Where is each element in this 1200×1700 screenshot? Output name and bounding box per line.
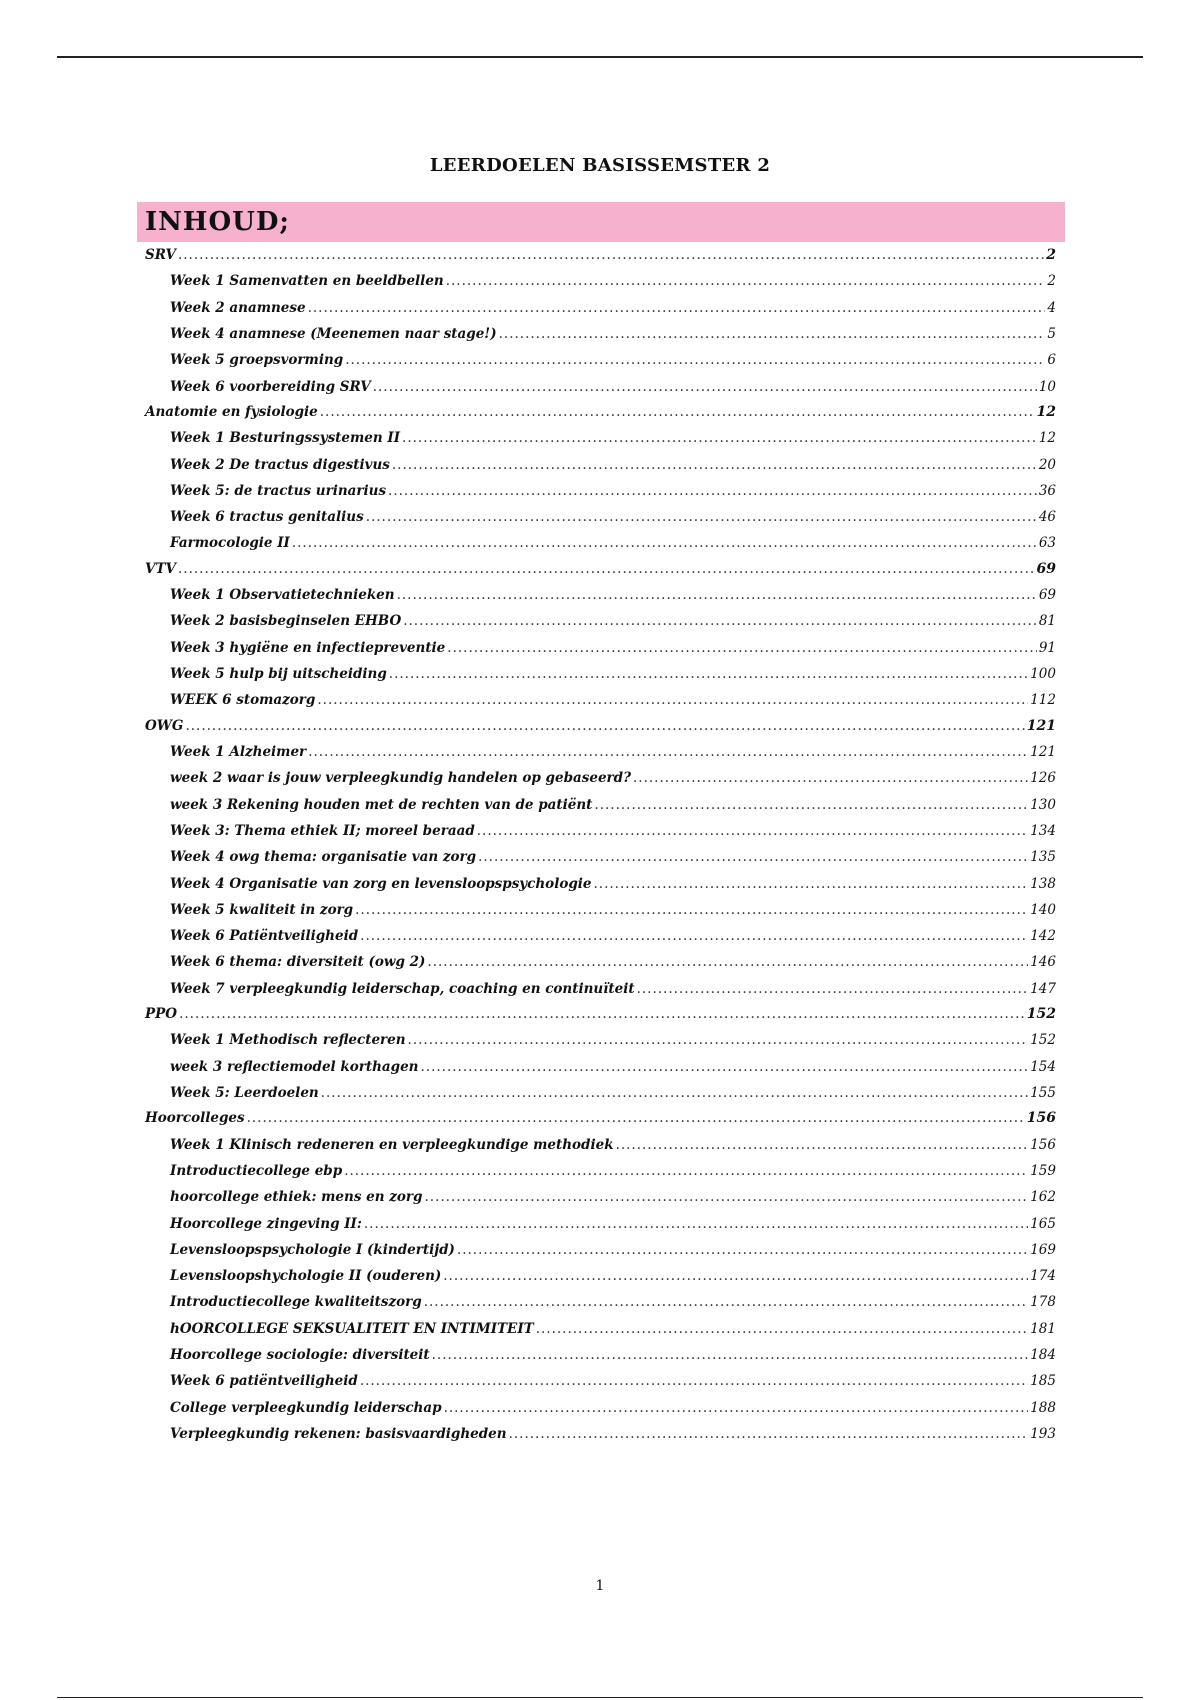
toc-entry-page: 156 (1026, 1110, 1056, 1127)
toc-entry-page: 121 (1030, 744, 1056, 761)
toc-entry-label: Week 6 patiëntveiligheid (170, 1373, 358, 1390)
toc-entry-label: hOORCOLLEGE SEKSUALITEIT EN INTIMITEIT (170, 1320, 534, 1337)
toc-subsection-entry[interactable] (137, 1395, 1056, 1421)
toc-entry-label: Week 1 Samenvatten en beeldbellen (170, 273, 444, 290)
toc-subsection-entry[interactable] (137, 1027, 1056, 1053)
toc-entry-page: 147 (1030, 980, 1056, 997)
toc-subsection-entry[interactable] (137, 923, 1056, 949)
toc-subsection-entry[interactable] (137, 844, 1056, 870)
toc-subsection-entry[interactable] (137, 608, 1056, 634)
toc-subsection-entry[interactable] (137, 295, 1056, 321)
toc-entry-page: 152 (1026, 1005, 1056, 1022)
toc-entry-page: 140 (1030, 901, 1056, 918)
toc-entry-page: 36 (1038, 482, 1056, 499)
toc-entry-label: College verpleegkundig leiderschap (170, 1399, 442, 1416)
toc-dot-leader (432, 1342, 1029, 1368)
toc-subsection-entry[interactable] (137, 347, 1056, 373)
toc-entry-label: Week 3: Thema ethiek II; moreel beraad (170, 822, 475, 839)
toc-dot-leader (366, 504, 1037, 530)
toc-dot-leader (308, 295, 1046, 321)
toc-entry-label: OWG (145, 717, 184, 734)
toc-subsection-entry[interactable] (137, 1289, 1056, 1315)
toc-entry-page: 6 (1047, 352, 1056, 369)
toc-dot-leader (499, 321, 1046, 347)
toc-dot-leader (477, 818, 1028, 844)
toc-entry-label: Introductiecollege ebp (170, 1162, 343, 1179)
toc-entry-label: Week 5: Leerdoelen (170, 1084, 319, 1101)
toc-dot-leader (179, 1002, 1025, 1027)
toc-entry-page: 2 (1046, 247, 1056, 263)
toc-entry-page: 142 (1030, 928, 1056, 945)
toc-entry-page: 81 (1038, 613, 1056, 630)
toc-subsection-entry[interactable] (137, 635, 1056, 661)
toc-dot-leader (344, 1158, 1028, 1184)
toc-dot-leader (443, 1263, 1028, 1289)
toc-entry-page: 188 (1030, 1399, 1056, 1416)
toc-section-entry[interactable] (137, 714, 1056, 739)
toc-entry-page: 2 (1047, 273, 1056, 290)
toc-entry-label: WEEK 6 stomazorg (170, 692, 316, 709)
toc-entry-page: 178 (1030, 1294, 1056, 1311)
toc-entry-label: Week 5 kwaliteit in zorg (170, 901, 354, 918)
toc-entry-label: Hoorcollege zingeving II: (170, 1215, 362, 1232)
toc-subsection-entry[interactable] (137, 1184, 1056, 1210)
toc-dot-leader (446, 268, 1046, 294)
toc-entry-page: 165 (1030, 1215, 1056, 1232)
page-number: 1 (595, 1578, 605, 1594)
toc-entry-page: 12 (1038, 430, 1056, 447)
toc-subsection-entry[interactable] (137, 1211, 1056, 1237)
toc-dot-leader (424, 1289, 1029, 1315)
toc-dot-leader (373, 374, 1037, 400)
toc-dot-leader (360, 1368, 1028, 1394)
toc-entry-page: 174 (1030, 1268, 1056, 1285)
toc-entry-page: 12 (1036, 403, 1056, 420)
toc-entry-label: Levensloopshychologie II (ouderen) (170, 1268, 442, 1285)
toc-subsection-entry[interactable] (137, 687, 1056, 713)
toc-subsection-entry[interactable] (137, 1054, 1056, 1080)
toc-entry-page: 152 (1030, 1032, 1056, 1049)
toc-dot-leader (593, 871, 1028, 897)
toc-entry-page: 135 (1030, 849, 1056, 866)
toc-dot-leader (185, 714, 1024, 739)
toc-dot-leader (478, 844, 1028, 870)
toc-dot-leader (420, 1054, 1028, 1080)
toc-dot-leader (355, 897, 1028, 923)
toc-subsection-entry[interactable] (137, 374, 1056, 400)
toc-subsection-entry[interactable] (137, 1080, 1056, 1106)
toc-subsection-entry[interactable] (137, 268, 1056, 294)
toc-subsection-entry[interactable] (137, 871, 1056, 897)
toc-entry-label: Hoorcolleges (145, 1110, 245, 1127)
toc-entry-label: Week 2 basisbeginselen EHBO (170, 613, 402, 630)
toc-entry-label: Week 1 Methodisch reflecteren (170, 1032, 406, 1049)
toc-entry-label: week 3 reflectiemodel korthagen (170, 1058, 419, 1075)
toc-section-entry[interactable] (137, 243, 1056, 268)
toc-dot-leader (402, 425, 1037, 451)
toc-subsection-entry[interactable] (137, 792, 1056, 818)
toc-subsection-entry[interactable] (137, 425, 1056, 451)
toc-entry-label: Verpleegkundig rekenen: basisvaardigheden (170, 1425, 507, 1442)
toc-entry-page: 91 (1038, 639, 1056, 656)
toc-entry-label: week 3 Rekening houden met de rechten van de patiënt (170, 796, 593, 813)
toc-dot-leader (403, 608, 1037, 634)
document-title: LEERDOELEN BASISSEMSTER 2 (429, 155, 771, 176)
toc-dot-leader (427, 949, 1028, 975)
toc-entry-label: Week 5 hulp bij uitscheiding (170, 666, 387, 683)
toc-entry-label: Introductiecollege kwaliteitszorg (170, 1294, 422, 1311)
toc-entry-label: Anatomie en fysiologie (145, 403, 318, 420)
toc-dot-leader (616, 1132, 1029, 1158)
toc-dot-leader (633, 765, 1028, 791)
toc-dot-leader (392, 452, 1037, 478)
header-rule (57, 56, 1143, 58)
toc-entry-label: Week 2 De tractus digestivus (170, 456, 390, 473)
toc-section-entry[interactable] (137, 557, 1056, 582)
toc-subsection-entry[interactable] (137, 765, 1056, 791)
toc-entry-page: 193 (1030, 1425, 1056, 1442)
toc-entry-label: Week 7 verpleegkundig leiderschap, coaching en continuïteit (170, 980, 635, 997)
toc-entry-label: week 2 waar is jouw verpleegkundig handelen op gebaseerd? (170, 770, 631, 787)
toc-entry-label: Week 6 voorbereiding SRV (170, 378, 371, 395)
toc-entry-page: 69 (1038, 587, 1056, 604)
toc-entry-page: 5 (1047, 325, 1056, 342)
toc-dot-leader (292, 530, 1037, 556)
toc-entry-page: 181 (1030, 1320, 1056, 1337)
toc-entry-page: 159 (1030, 1162, 1056, 1179)
toc-entry-page: 69 (1036, 560, 1056, 577)
toc-entry-page: 112 (1030, 692, 1056, 709)
toc-subsection-entry[interactable] (137, 739, 1056, 765)
toc-subsection-entry[interactable] (137, 661, 1056, 687)
toc-entry-page: 169 (1030, 1241, 1056, 1258)
toc-entry-label: Week 1 Klinisch redeneren en verpleegkundige methodiek (170, 1136, 614, 1153)
toc-entry-label: Week 4 Organisatie van zorg en levensloopspsychologie (170, 875, 592, 892)
toc-dot-leader (397, 582, 1037, 608)
toc-dot-leader (509, 1421, 1029, 1447)
toc-dot-leader (594, 792, 1028, 818)
toc-entry-page: 146 (1030, 954, 1056, 971)
toc-section-entry[interactable] (137, 1002, 1056, 1027)
toc-subsection-entry[interactable] (137, 321, 1056, 347)
toc-dot-leader (317, 687, 1028, 713)
toc-subsection-entry[interactable] (137, 1342, 1056, 1368)
toc-subsection-entry[interactable] (137, 897, 1056, 923)
toc-dot-leader (389, 661, 1028, 687)
toc-subsection-entry[interactable] (137, 478, 1056, 504)
toc-entry-label: Week 6 Patiëntveiligheid (170, 928, 359, 945)
toc-entry-label: Week 4 anamnese (Meenemen naar stage!) (170, 325, 497, 342)
toc-entry-page: 156 (1030, 1136, 1056, 1153)
toc-entry-label: VTV (145, 560, 176, 577)
toc-dot-leader (178, 243, 1044, 268)
toc-entry-label: Week 6 thema: diversiteit (owg 2) (170, 954, 426, 971)
toc-subsection-entry[interactable] (137, 452, 1056, 478)
toc-entry-label: PPO (145, 1005, 178, 1022)
toc-subsection-entry[interactable] (137, 1158, 1056, 1184)
toc-entry-page: 184 (1030, 1347, 1056, 1364)
toc-dot-leader (388, 478, 1037, 504)
toc-entry-label: hoorcollege ethiek: mens en zorg (170, 1189, 423, 1206)
toc-entry-page: 155 (1030, 1084, 1056, 1101)
toc-heading: INHOUD; (137, 202, 1065, 242)
toc-entry-label: SRV (145, 247, 176, 263)
toc-subsection-entry[interactable] (137, 1237, 1056, 1263)
toc-dot-leader (444, 1395, 1029, 1421)
toc-subsection-entry[interactable] (137, 1316, 1056, 1342)
toc-subsection-entry[interactable] (137, 1263, 1056, 1289)
toc-subsection-entry[interactable] (137, 1421, 1056, 1447)
toc-entry-label: Week 4 owg thema: organisatie van zorg (170, 849, 477, 866)
toc-dot-leader (364, 1211, 1028, 1237)
toc-entry-label: Week 2 anamnese (170, 299, 306, 316)
toc-entry-page: 121 (1026, 717, 1056, 734)
toc-entry-page: 20 (1038, 456, 1056, 473)
toc-subsection-entry[interactable] (137, 818, 1056, 844)
toc-section-entry[interactable] (137, 1106, 1056, 1131)
table-of-contents (137, 243, 1056, 1447)
toc-entry-label: Week 6 tractus genitalius (170, 509, 364, 526)
toc-dot-leader (637, 976, 1029, 1002)
toc-dot-leader (308, 739, 1028, 765)
toc-subsection-entry[interactable] (137, 582, 1056, 608)
toc-dot-leader (247, 1106, 1025, 1131)
toc-dot-leader (320, 400, 1035, 425)
toc-section-entry[interactable] (137, 400, 1056, 425)
toc-entry-page: 138 (1030, 875, 1056, 892)
toc-dot-leader (408, 1027, 1029, 1053)
toc-dot-leader (321, 1080, 1029, 1106)
toc-entry-label: Week 1 Besturingssystemen II (170, 430, 401, 447)
toc-entry-label: Levensloopspsychologie I (kindertijd) (170, 1241, 455, 1258)
toc-subsection-entry[interactable] (137, 1132, 1056, 1158)
toc-entry-page: 185 (1030, 1373, 1056, 1390)
toc-entry-label: Hoorcollege sociologie: diversiteit (170, 1347, 430, 1364)
footer-rule (57, 1697, 1143, 1698)
toc-dot-leader (360, 923, 1028, 949)
toc-entry-label: Week 1 Alzheimer (170, 744, 307, 761)
toc-subsection-entry[interactable] (137, 530, 1056, 556)
toc-dot-leader (424, 1184, 1028, 1210)
toc-dot-leader (447, 635, 1037, 661)
toc-dot-leader (178, 557, 1035, 582)
toc-entry-label: Farmocologie II (170, 535, 290, 552)
toc-entry-label: Week 1 Observatietechnieken (170, 587, 395, 604)
toc-entry-page: 130 (1030, 796, 1056, 813)
toc-entry-page: 134 (1030, 822, 1056, 839)
toc-subsection-entry[interactable] (137, 949, 1056, 975)
toc-subsection-entry[interactable] (137, 976, 1056, 1002)
toc-entry-label: Week 3 hygiëne en infectiepreventie (170, 639, 446, 656)
toc-entry-page: 126 (1030, 770, 1056, 787)
toc-entry-page: 4 (1047, 299, 1056, 316)
toc-subsection-entry[interactable] (137, 1368, 1056, 1394)
toc-dot-leader (457, 1237, 1028, 1263)
toc-entry-page: 63 (1038, 535, 1056, 552)
toc-entry-page: 100 (1030, 666, 1056, 683)
toc-subsection-entry[interactable] (137, 504, 1056, 530)
toc-entry-page: 154 (1030, 1058, 1056, 1075)
toc-dot-leader (536, 1316, 1029, 1342)
toc-entry-page: 10 (1038, 378, 1056, 395)
toc-entry-page: 46 (1038, 509, 1056, 526)
toc-entry-label: Week 5: de tractus urinarius (170, 482, 387, 499)
toc-entry-label: Week 5 groepsvorming (170, 352, 344, 369)
toc-entry-page: 162 (1030, 1189, 1056, 1206)
toc-dot-leader (345, 347, 1045, 373)
